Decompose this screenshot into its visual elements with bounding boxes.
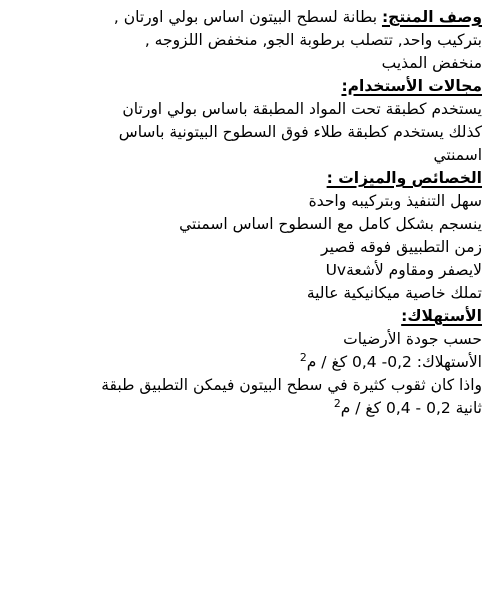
square-superscript: 2 — [299, 350, 307, 364]
description-heading: وصف المنتج: — [381, 8, 482, 26]
consumption-line-2 — [14, 351, 482, 374]
product-datasheet — [14, 6, 482, 420]
feature-item: زمن التطبييق فوقه قصير — [321, 238, 482, 256]
consumption-heading: الأستهلاك: — [401, 307, 482, 325]
description-line-2: بتركيب واحد, تتصلب برطوبة الجو, منخفض اللزوجه , — [144, 31, 482, 49]
second-layer-rate-text: ثانية 0,2 - 0,4 كغ / م — [340, 399, 482, 417]
description-line-3: منخفض المذيب — [381, 54, 482, 72]
consumption-line-4 — [14, 397, 482, 420]
feature-item: سهل التنفيذ وبتركيبه واحدة — [308, 192, 482, 210]
feature-item: لايصفر ومقاوم لأشعةUv — [325, 261, 482, 279]
description-paragraph — [14, 6, 482, 75]
description-text: بطانة لسطح البيتون اساس بولي اورتان , — [113, 8, 382, 26]
uses-line-3: اسمنتي — [433, 146, 482, 164]
uses-line-2: كذلك يستخدم كطبقة طلاء فوق السطوح البيتونية باساس — [118, 123, 482, 141]
description-line-1 — [14, 6, 482, 29]
consumption-section — [14, 305, 482, 420]
feature-item: تملك خاصية ميكانيكية عالية — [306, 284, 482, 302]
uses-line-1: يستخدم كطبقة تحت المواد المطبقة باساس بولي اورتان — [122, 100, 482, 118]
uses-section — [14, 75, 482, 167]
square-superscript: 2 — [333, 396, 341, 410]
uses-heading: مجالات الأستخدام: — [341, 77, 482, 95]
consumption-line-1: حسب جودة الأرضيات — [343, 330, 482, 348]
consumption-rate-text: الأستهلاك: 0,2- 0,4 كغ / م — [306, 353, 482, 371]
features-heading: الخصائص والميزات : — [326, 169, 482, 187]
features-section — [14, 167, 482, 305]
consumption-line-3: واذا كان ثقوب كثيرة في سطح البيتون فيمكن التطبيق طبقة — [101, 376, 482, 394]
feature-item: ينسجم بشكل كامل مع السطوح اساس اسمنتي — [179, 215, 482, 233]
